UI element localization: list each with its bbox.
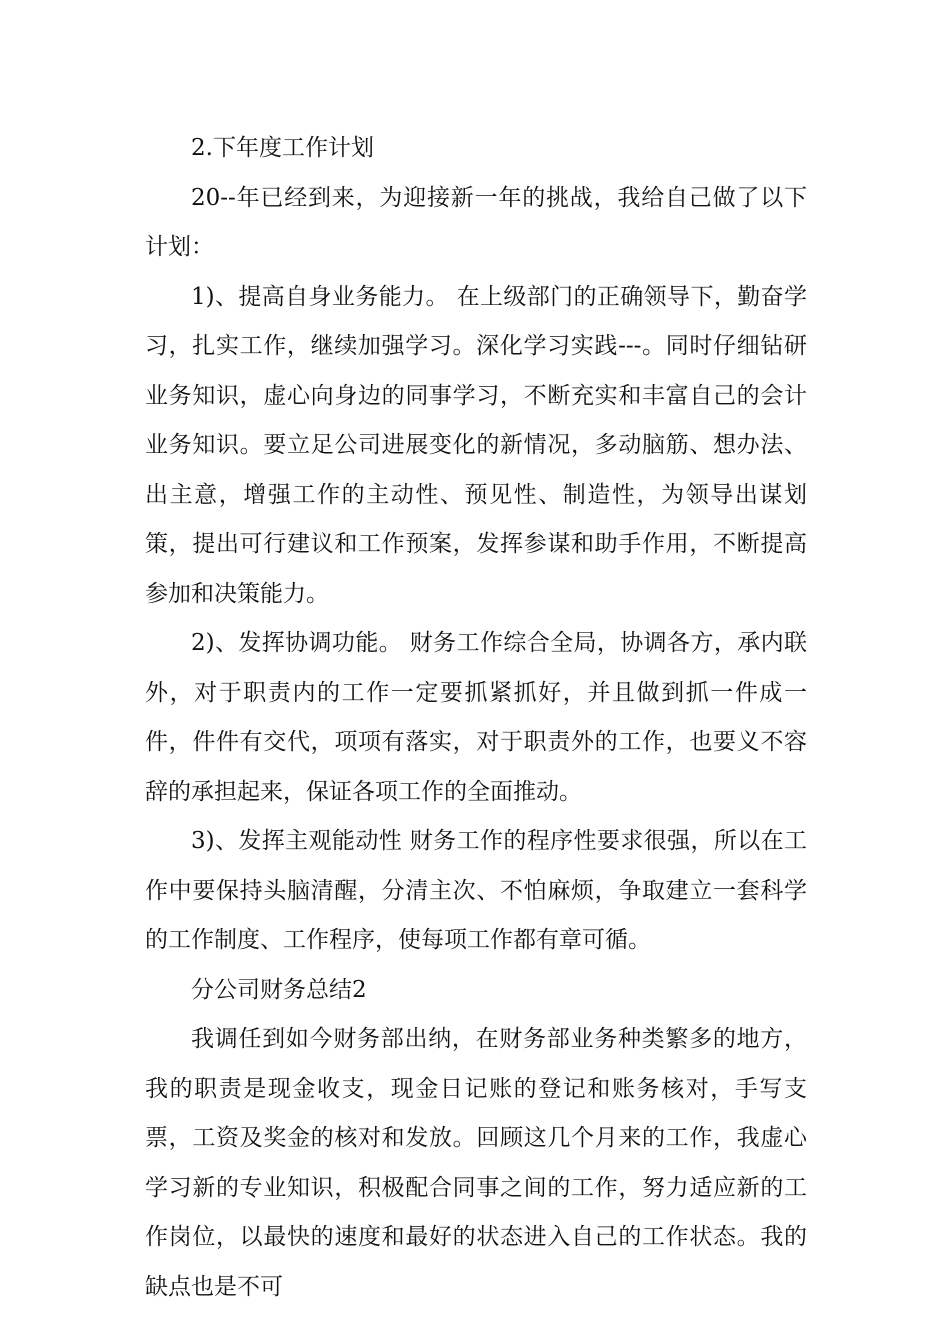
- document-body: [145, 124, 807, 1312]
- section-heading-next-year-plan: 2.下年度工作计划: [191, 135, 374, 161]
- section-heading-summary-2: 分公司财务总结2: [191, 976, 367, 1003]
- paragraph-summary-body: 我调任到如今财务部出纳，在财务部业务种类繁多的地方，我的职责是现金收支，现金日记账的登记和账务核对，手写支票，工资及奖金的核对和发放。回顾这几个月来的工作，我虚心学习新的专业知识，积极配合同事之间的工作，努力适应新的工作岗位，以最快的速度和最好的状态进入自己的工作状态。我的缺点也是不可: [145, 1026, 807, 1300]
- paragraph-intro: 20--年已经到来，为迎接新一年的挑战，我给自己做了以下计划：: [145, 184, 807, 260]
- paragraph-item-3: 3)、发挥主观能动性 财务工作的程序性要求很强，所以在工作中要保持头脑清醒，分清主次、不怕麻烦，争取建立一套科学的工作制度、工作程序，使每项工作都有章可循。: [145, 828, 807, 953]
- paragraph-item-2: 2)、发挥协调功能。 财务工作综合全局，协调各方，承内联外，对于职责内的工作一定要抓紧抓好，并且做到抓一件成一件，件件有交代，项项有落实，对于职责外的工作，也要义不容辞的承担起来，保证各项工作的全面推动。: [145, 630, 807, 805]
- paragraph-item-1: 1)、提高自身业务能力。 在上级部门的正确领导下，勤奋学习，扎实工作，继续加强学习。深化学习实践---。同时仔细钻研业务知识，虚心向身边的同事学习，不断充实和丰富自己的会计业务知识。要立足公司进展变化的新情况，多动脑筋、想办法、出主意，增强工作的主动性、预见性、制造性，为领导出谋划策，提出可行建议和工作预案，发挥参谋和助手作用，不断提高参加和决策能力。: [145, 283, 807, 607]
